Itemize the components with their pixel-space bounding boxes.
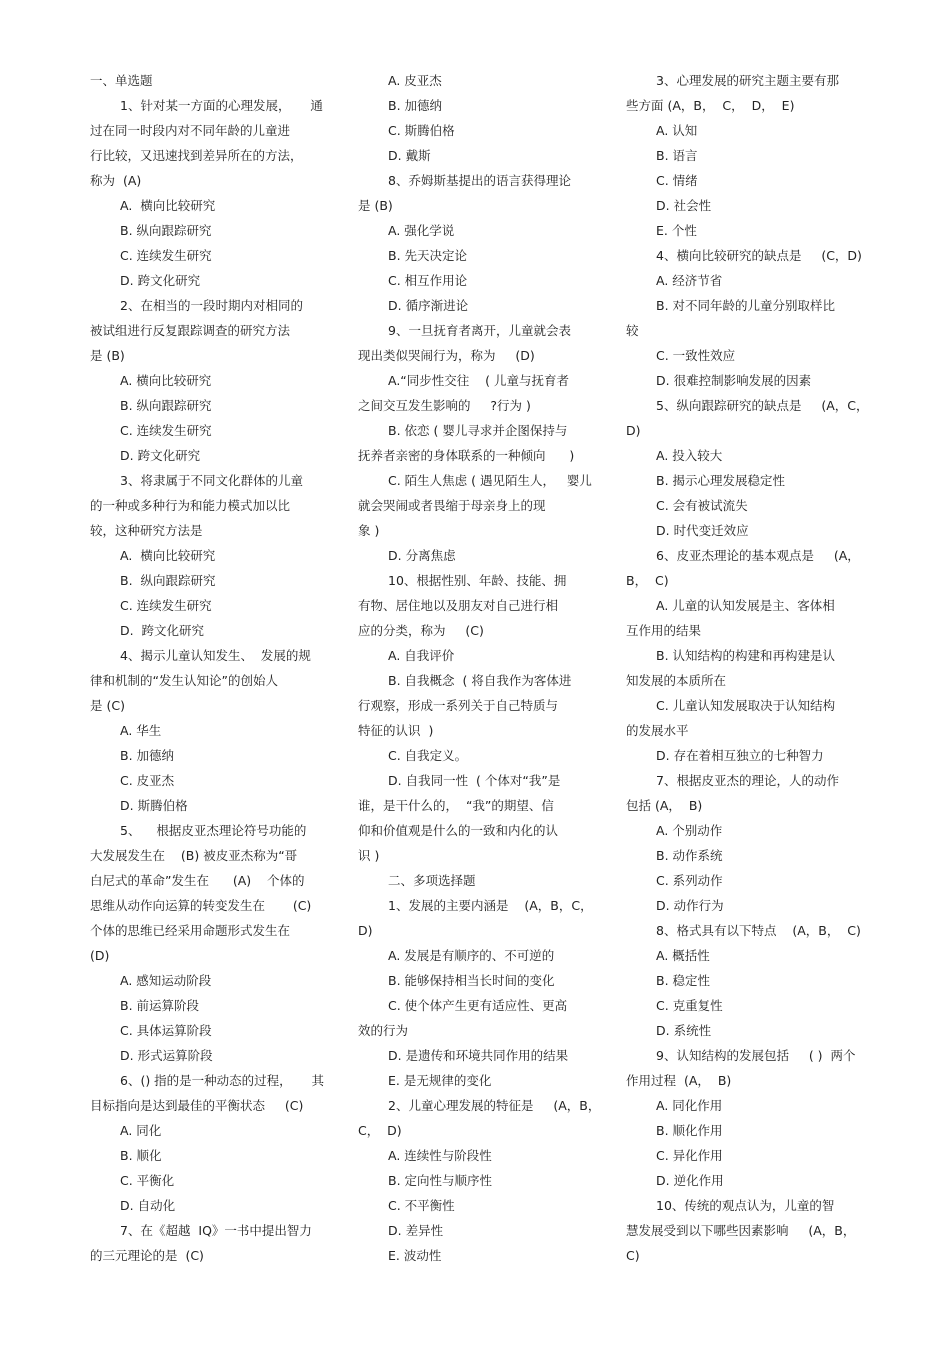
text-line: 的三元理论的是 (C) [90, 1248, 204, 1263]
text-line: B. 纵向跟踪研究 [120, 223, 212, 238]
text-line: 8、乔姆斯基提出的语言获得理论 [388, 173, 571, 188]
text-line: B. 顺化 [120, 1148, 162, 1163]
text-line: A. 强化学说 [388, 223, 455, 238]
text-line: 抚养者亲密的身体联系的一种倾向 ) [358, 448, 575, 463]
text-line: C. 会有被试流失 [656, 498, 748, 513]
text-line: 慧发展受到以下哪些因素影响 (A，B， [626, 1223, 856, 1238]
text-line: A. 概括性 [656, 948, 710, 963]
text-line: A. 皮亚杰 [388, 73, 442, 88]
text-line: D. 跨文化研究 [120, 448, 201, 463]
text-line: D. 跨文化研究 [120, 273, 201, 288]
text-line: D. 循序渐进论 [388, 298, 469, 313]
column-2 [358, 68, 601, 1268]
text-line: 之间交互发生影响的 ?行为 ) [358, 398, 531, 413]
text-line: 的一种或多种行为和能力模式加以比 [90, 498, 291, 513]
text-line: A. 同化 [120, 1123, 162, 1138]
text-line: 些方面 (A，B， C， D， E) [626, 98, 795, 113]
text-line: A. 认知 [656, 123, 698, 138]
text-line: D. 动作行为 [656, 898, 724, 913]
text-line: (D) [90, 948, 110, 963]
text-line: E. 个性 [656, 223, 697, 238]
text-line: 9、一旦抚育者离开，儿童就会表 [388, 323, 571, 338]
text-line: A. 横向比较研究 [120, 373, 212, 388]
text-line: C. 异化作用 [656, 1148, 723, 1163]
text-line: 仰和价值观是什么的一致和内化的认 [358, 823, 559, 838]
text-line: 有物、居住地以及朋友对自己进行相 [358, 598, 559, 613]
text-line: B. 揭示心理发展稳定性 [656, 473, 786, 488]
text-line: B. 语言 [656, 148, 698, 163]
text-line: 是 (B) [358, 198, 393, 213]
text-line: C. 系列动作 [656, 873, 723, 888]
text-line: 4、横向比较研究的缺点是 (C，D) [656, 248, 862, 263]
text-line: 3、心理发展的研究主题主要有那 [656, 73, 839, 88]
text-line: 识 ) [358, 848, 380, 863]
text-line: C. 不平衡性 [388, 1198, 455, 1213]
text-line: C. 儿童认知发展取决于认知结构 [656, 698, 836, 713]
text-line: A. 连续性与阶段性 [388, 1148, 492, 1163]
text-line: D. 自我同一性 ( 个体对“我”是 [388, 773, 561, 788]
text-line: A. 华生 [120, 723, 162, 738]
text-line: D. 是遗传和环境共同作用的结果 [388, 1048, 569, 1063]
text-line: 行观察，形成一系列关于自己特质与 [358, 698, 559, 713]
text-line: C. 情绪 [656, 173, 698, 188]
text-line: D. 跨文化研究 [120, 623, 205, 638]
text-line: 包括 (A， B) [626, 798, 703, 813]
text-line: 9、认知结构的发展包括 ( ) 两个 [656, 1048, 856, 1063]
text-line: 谁，是干什么的， “我”的期望、信 [358, 798, 554, 813]
text-line: 被试组进行反复跟踪调查的研究方法 [90, 323, 291, 338]
text-line: B. 自我概念 ( 将自我作为客体进 [388, 673, 572, 688]
text-line: D. 很难控制影响发展的因素 [656, 373, 812, 388]
text-line: 8、格式具有以下特点 (A，B， C) [656, 923, 861, 938]
text-line: A. 横向比较研究 [120, 198, 216, 213]
text-line: C， D) [358, 1123, 402, 1138]
text-line: B. 对不同年龄的儿童分别取样比 [656, 298, 836, 313]
text-line: 大发展发生在 (B) 被皮亚杰称为“哥 [90, 848, 298, 863]
text-line: 5、 根据皮亚杰理论符号功能的 [120, 823, 307, 838]
text-line: 知发展的本质所在 [626, 673, 727, 688]
text-line: D. 系统性 [656, 1023, 712, 1038]
text-line: D. 差异性 [388, 1223, 444, 1238]
text-line: D. 自动化 [120, 1198, 176, 1213]
text-line: 7、根据皮亚杰的理论，人的动作 [656, 773, 839, 788]
text-line: C. 皮亚杰 [120, 773, 175, 788]
text-line: B， C) [626, 573, 669, 588]
text-line: B. 定向性与顺序性 [388, 1173, 493, 1188]
text-line: C. 自我定义。 [388, 748, 468, 763]
text-line: 3、将隶属于不同文化群体的儿童 [120, 473, 303, 488]
text-line: 象 ) [358, 523, 380, 538]
text-line: B. 能够保持相当长时间的变化 [388, 973, 555, 988]
text-line: B. 纵向跟踪研究 [120, 398, 212, 413]
text-line: 较，这种研究方法是 [90, 523, 203, 538]
text-line: D) [626, 423, 641, 438]
column-1 [90, 68, 330, 1268]
text-line: E. 波动性 [388, 1248, 442, 1263]
text-line: 的发展水平 [626, 723, 689, 738]
text-line: A. 儿童的认知发展是主、客体相 [656, 598, 835, 613]
text-line: D. 形式运算阶段 [120, 1048, 213, 1063]
text-line: 1、针对某一方面的心理发展， 通 [120, 98, 323, 113]
text-line: 称为 (A) [90, 173, 142, 188]
text-line: 10、根据性别、年龄、技能、拥 [388, 573, 567, 588]
text-line: C. 平衡化 [120, 1173, 175, 1188]
text-line: 过在同一时段内对不同年龄的儿童进 [90, 123, 291, 138]
text-line: D) [358, 923, 373, 938]
text-line: 效的行为 [358, 1023, 409, 1038]
text-line: D. 时代变迁效应 [656, 523, 749, 538]
text-line: 现出类似哭闹行为，称为 (D) [358, 348, 535, 363]
text-line: 二、多项选择题 [388, 873, 476, 888]
text-line: A.“同步性交往 ( 儿童与抚育者 [388, 373, 570, 388]
text-line: B. 前运算阶段 [120, 998, 200, 1013]
text-line: B. 纵向跟踪研究 [120, 573, 216, 588]
text-line: 应的分类，称为 (C) [358, 623, 484, 638]
text-line: D. 社会性 [656, 198, 712, 213]
text-line: 互作用的结果 [626, 623, 702, 638]
text-line: B. 依恋 ( 婴儿寻求并企图保持与 [388, 423, 568, 438]
text-line: 是 (C) [90, 698, 125, 713]
text-line: A. 自我评价 [388, 648, 455, 663]
text-line: A. 横向比较研究 [120, 548, 216, 563]
text-line: C. 陌生人焦虑 ( 遇见陌生人， 婴儿 [388, 473, 592, 488]
text-line: B. 认知结构的构建和再构建是认 [656, 648, 836, 663]
text-line: 是 (B) [90, 348, 125, 363]
text-line: 较 [626, 323, 639, 338]
text-line: D. 逆化作用 [656, 1173, 724, 1188]
text-line: 2、在相当的一段时期内对相同的 [120, 298, 303, 313]
text-line: 10、传统的观点认为，儿童的智 [656, 1198, 835, 1213]
text-line: 一、单选题 [90, 73, 153, 88]
text-line: A. 感知运动阶段 [120, 973, 212, 988]
text-line: A. 同化作用 [656, 1098, 723, 1113]
text-line: C. 连续发生研究 [120, 248, 212, 263]
text-line: D. 斯腾伯格 [120, 798, 188, 813]
text-line: D. 分离焦虑 [388, 548, 456, 563]
text-line: D. 存在着相互独立的七种智力 [656, 748, 824, 763]
text-line: C) [626, 1248, 640, 1263]
text-line: 1、发展的主要内涵是 (A，B，C， [388, 898, 593, 913]
text-line: A. 发展是有顺序的、不可逆的 [388, 948, 555, 963]
text-line: 7、在《超越 IQ》一书中提出智力 [120, 1223, 312, 1238]
text-line: 6、() 指的是一种动态的过程， 其 [120, 1073, 325, 1088]
text-line: D. 戴斯 [388, 148, 431, 163]
text-line: A. 投入较大 [656, 448, 723, 463]
text-line: A. 经济节省 [656, 273, 723, 288]
text-line: 作用过程 (A， B) [626, 1073, 732, 1088]
text-line: C. 连续发生研究 [120, 598, 212, 613]
text-line: B. 顺化作用 [656, 1123, 723, 1138]
text-line: C. 具体运算阶段 [120, 1023, 212, 1038]
text-line: B. 先天决定论 [388, 248, 468, 263]
text-line: B. 稳定性 [656, 973, 711, 988]
text-line: C. 克重复性 [656, 998, 723, 1013]
text-line: C. 相互作用论 [388, 273, 468, 288]
text-line: B. 动作系统 [656, 848, 723, 863]
text-line: 4、揭示儿童认知发生、 发展的规 [120, 648, 311, 663]
text-line: C. 连续发生研究 [120, 423, 212, 438]
text-line: 思维从动作向运算的转变发生在 (C) [90, 898, 312, 913]
column-3 [626, 68, 869, 1268]
text-line: E. 是无规律的变化 [388, 1073, 492, 1088]
text-line: 2、儿童心理发展的特征是 (A，B， [388, 1098, 601, 1113]
text-line: 6、皮亚杰理论的基本观点是 (A， [656, 548, 860, 563]
text-line: 目标指向是达到最佳的平衡状态 (C) [90, 1098, 304, 1113]
text-line: 特征的认识 ) [358, 723, 434, 738]
text-line: 5、纵向跟踪研究的缺点是 (A，C， [656, 398, 869, 413]
text-line: A. 个别动作 [656, 823, 723, 838]
text-line: B. 加德纳 [388, 98, 443, 113]
text-line: 就会哭闹或者畏缩于母亲身上的现 [358, 498, 546, 513]
text-line: C. 使个体产生更有适应性、更高 [388, 998, 568, 1013]
text-line: 个体的思维已经采用命题形式发生在 [90, 923, 291, 938]
text-line: B. 加德纳 [120, 748, 175, 763]
text-line: C. 一致性效应 [656, 348, 736, 363]
text-line: 行比较，又迅速找到差异所在的方法， [90, 148, 303, 163]
text-line: C. 斯腾伯格 [388, 123, 455, 138]
text-line: 律和机制的“发生认知论”的创始人 [90, 673, 278, 688]
text-line: 白尼式的革命”发生在 (A) 个体的 [90, 873, 305, 888]
